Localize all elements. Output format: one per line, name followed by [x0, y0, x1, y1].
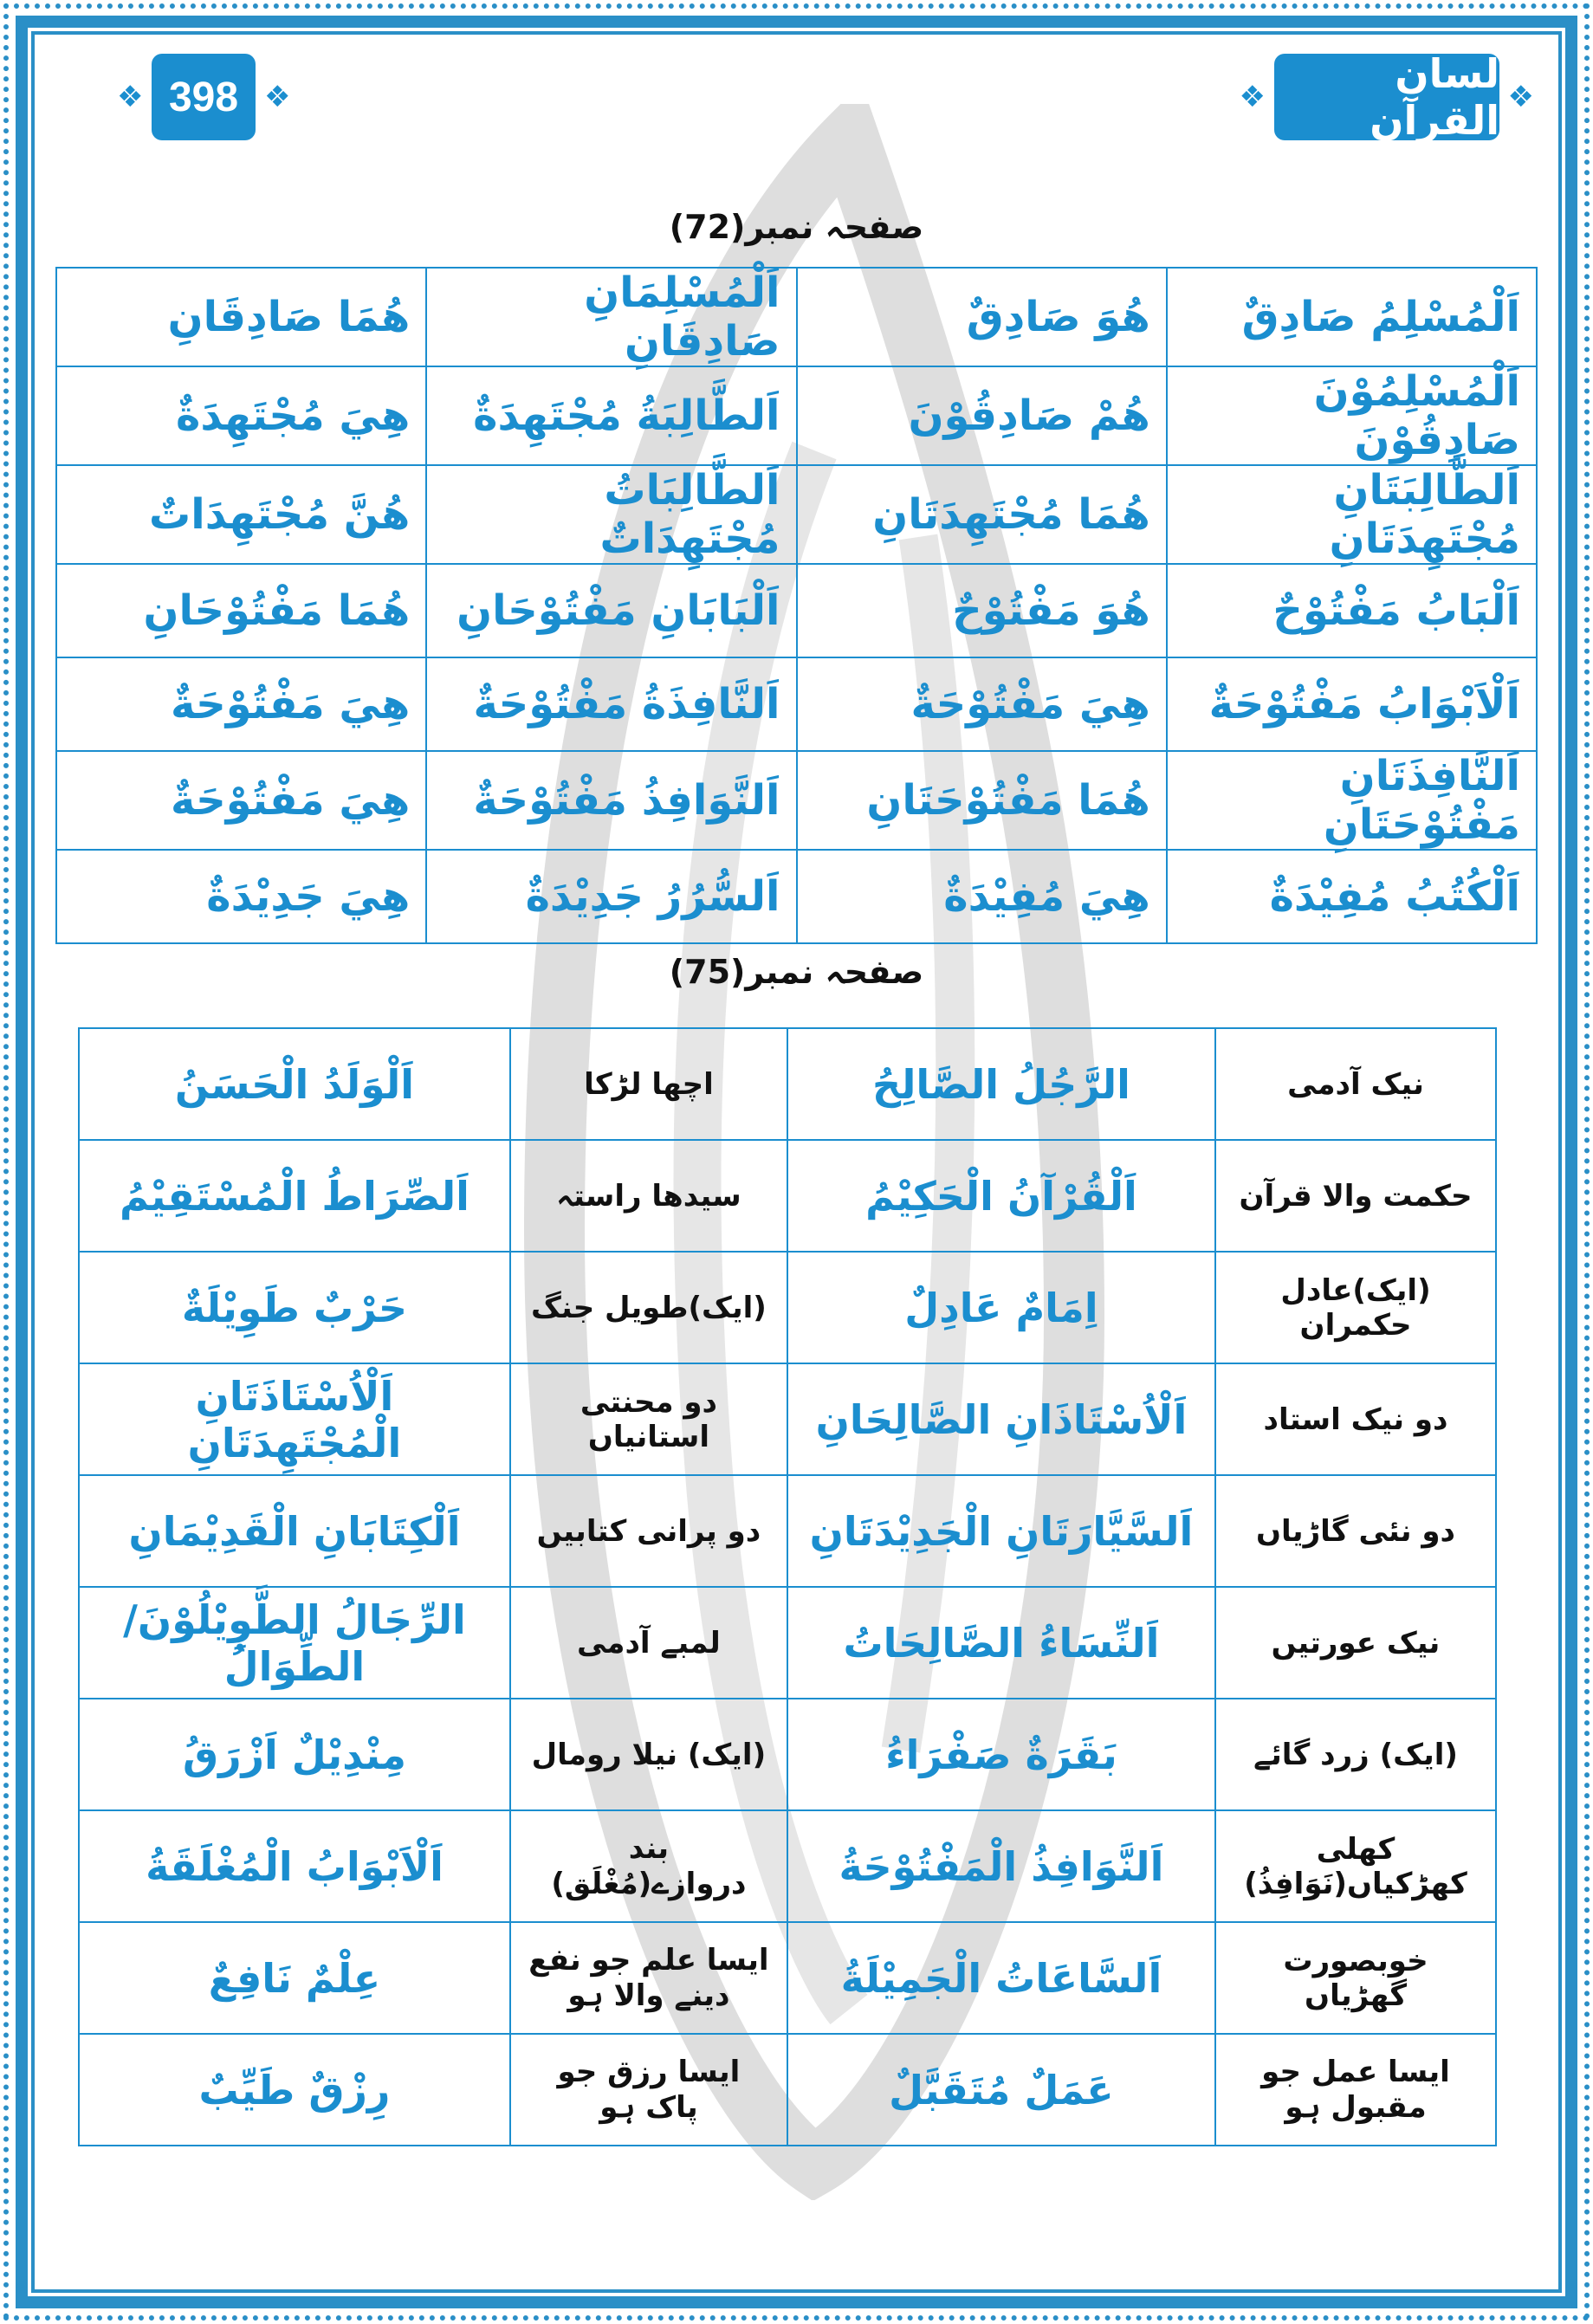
table-row: [79, 1587, 1496, 1699]
arabic-cell: بَقَرَةٌ صَفْرَاءُ: [787, 1699, 1215, 1810]
table-cell: اَلْبَابَانِ مَفْتُوْحَانِ: [426, 564, 796, 657]
urdu-cell: نیک عورتیں: [1215, 1587, 1496, 1699]
arabic-cell: الرَّجُلُ الصَّالِحُ: [787, 1028, 1215, 1140]
table-row: [79, 1363, 1496, 1475]
table-cell: هُوَ مَفْتُوْحٌ: [797, 564, 1167, 657]
table-cell: هِيَ مُجْتَهِدَةٌ: [56, 366, 426, 465]
urdu-cell: سیدھا راستہ: [510, 1140, 787, 1252]
arabic-cell: اَلنَّوَافِذُ الْمَفْتُوْحَةُ: [787, 1810, 1215, 1922]
table-row: [56, 465, 1537, 564]
table-row: [56, 657, 1537, 751]
table-cell: اَلْمُسْلِمُ صَادِقٌ: [1167, 268, 1537, 366]
arabic-cell: حَرْبٌ طَوِيْلَةٌ: [79, 1252, 510, 1363]
arabic-cell: اَلْاَبْوَابُ الْمُغْلَقَةُ: [79, 1810, 510, 1922]
urdu-cell: (ایک) زرد گائے: [1215, 1699, 1496, 1810]
table-cell: اَلْكُتُبُ مُفِيْدَةٌ: [1167, 850, 1537, 943]
urdu-cell: (ایک)طویل جنگ: [510, 1252, 787, 1363]
section-heading-75: صفحہ نمبر(75): [669, 953, 924, 991]
urdu-cell: (ایک) نیلا رومال: [510, 1699, 787, 1810]
table-cell: هُمَا مَفْتُوْحَتَانِ: [797, 751, 1167, 850]
arabic-cell: عَمَلٌ مُتَقَبَّلٌ: [787, 2034, 1215, 2146]
table-cell: هِيَ مَفْتُوْحَةٌ: [797, 657, 1167, 751]
table-cell: اَلْمُسْلِمَانِ صَادِقَانِ: [426, 268, 796, 366]
book-title: لسان القرآن: [1274, 54, 1499, 140]
urdu-cell: اچھا لڑکا: [510, 1028, 787, 1140]
table-row: [79, 1140, 1496, 1252]
table-cell: هُوَ صَادِقٌ: [797, 268, 1167, 366]
table-row: [79, 1699, 1496, 1810]
arabic-cell: اَلْقُرْآنُ الْحَكِيْمُ: [787, 1140, 1215, 1252]
table-row: [79, 1810, 1496, 1922]
arabic-cell: رِزْقٌ طَيِّبٌ: [79, 2034, 510, 2146]
arabic-cell: اَلْاُسْتَاذَانِ الصَّالِحَانِ: [787, 1363, 1215, 1475]
table-cell: اَلنَّافِذَةُ مَفْتُوْحَةٌ: [426, 657, 796, 751]
table-cell: هُمَا مُجْتَهِدَتَانِ: [797, 465, 1167, 564]
table-cell: هُمَا مَفْتُوْحَانِ: [56, 564, 426, 657]
ornament-right-icon: ❖: [1239, 80, 1266, 114]
table-row: [56, 366, 1537, 465]
urdu-cell: نیک آدمی: [1215, 1028, 1496, 1140]
arabic-cell: اَلسَّاعَاتُ الْجَمِيْلَةُ: [787, 1922, 1215, 2034]
table-cell: اَلطَّالِبَاتُ مُجْتَهِدَاتٌ: [426, 465, 796, 564]
arabic-cell: اَلْاُسْتَاذَتَانِ الْمُجْتَهِدَتَانِ: [79, 1363, 510, 1475]
arabic-cell: اَلنِّسَاءُ الصَّالِحَاتُ: [787, 1587, 1215, 1699]
table-cell: هِيَ مَفْتُوْحَةٌ: [56, 751, 426, 850]
table-cell: اَلطَّالِبَةُ مُجْتَهِدَةٌ: [426, 366, 796, 465]
table-row: [79, 1922, 1496, 2034]
urdu-cell: ایسا عمل جو مقبول ہو: [1215, 2034, 1496, 2146]
table-cell: اَلنَّافِذَتَانِ مَفْتُوْحَتَانِ: [1167, 751, 1537, 850]
urdu-cell: دو نئی گاڑیاں: [1215, 1475, 1496, 1587]
arabic-cell: عِلْمٌ نَافِعٌ: [79, 1922, 510, 2034]
table-cell: اَلنَّوَافِذُ مَفْتُوْحَةٌ: [426, 751, 796, 850]
urdu-cell: کھلی کھڑکیاں(نَوَافِذُ): [1215, 1810, 1496, 1922]
arabic-cell: اَلْكِتَابَانِ الْقَدِيْمَانِ: [79, 1475, 510, 1587]
urdu-cell: لمبے آدمی: [510, 1587, 787, 1699]
arabic-cell: اَلْوَلَدُ الْحَسَنُ: [79, 1028, 510, 1140]
table-page-72: [55, 267, 1538, 944]
urdu-cell: ایسا رزق جو پاک ہو: [510, 2034, 787, 2146]
arabic-cell: اَلسَّيَّارَتَانِ الْجَدِيْدَتَانِ: [787, 1475, 1215, 1587]
arabic-cell: الرِّجَالُ الطَّوِيْلُوْنَ/الطِّوَالُ: [79, 1587, 510, 1699]
arabic-cell: اِمَامٌ عَادِلٌ: [787, 1252, 1215, 1363]
table-row: [79, 1028, 1496, 1140]
ornament-left-icon: ❖: [264, 80, 291, 114]
table-row: [56, 268, 1537, 366]
section-heading-72: صفحہ نمبر(72): [669, 208, 924, 246]
urdu-cell: خوبصورت گھڑیاں: [1215, 1922, 1496, 2034]
ornament-left-icon: ❖: [117, 80, 144, 114]
table-row: [56, 564, 1537, 657]
table-row: [79, 2034, 1496, 2146]
table-cell: هُنَّ مُجْتَهِدَاتٌ: [56, 465, 426, 564]
table-cell: اَلْاَبْوَابُ مَفْتُوْحَةٌ: [1167, 657, 1537, 751]
table-cell: اَلطَّالِبَتَانِ مُجْتَهِدَتَانِ: [1167, 465, 1537, 564]
page-number: 398: [152, 54, 256, 140]
urdu-cell: حکمت والا قرآن: [1215, 1140, 1496, 1252]
table-row: [79, 1252, 1496, 1363]
table-cell: هِيَ مَفْتُوْحَةٌ: [56, 657, 426, 751]
table-row: [79, 1475, 1496, 1587]
table-cell: اَلْمُسْلِمُوْنَ صَادِقُوْنَ: [1167, 366, 1537, 465]
urdu-cell: بند دروازے(مُغْلَق): [510, 1810, 787, 1922]
table-row: [56, 850, 1537, 943]
urdu-cell: ایسا علم جو نفع دینے والا ہو: [510, 1922, 787, 2034]
arabic-cell: اَلصِّرَاطُ الْمُسْتَقِيْمُ: [79, 1140, 510, 1252]
table-cell: هِيَ جَدِيْدَةٌ: [56, 850, 426, 943]
urdu-cell: دو محنتی استانیاں: [510, 1363, 787, 1475]
table-cell: هُمْ صَادِقُوْنَ: [797, 366, 1167, 465]
table-cell: اَلْبَابُ مَفْتُوْحٌ: [1167, 564, 1537, 657]
table-page-75: [78, 1027, 1497, 2146]
table-row: [56, 751, 1537, 850]
ornament-right-icon: ❖: [1507, 80, 1534, 114]
urdu-cell: دو نیک استاد: [1215, 1363, 1496, 1475]
urdu-cell: دو پرانی کتابیں: [510, 1475, 787, 1587]
table-cell: اَلسُّرُرُ جَدِيْدَةٌ: [426, 850, 796, 943]
table-cell: هِيَ مُفِيْدَةٌ: [797, 850, 1167, 943]
table-cell: هُمَا صَادِقَانِ: [56, 268, 426, 366]
arabic-cell: مِنْدِيْلٌ اَزْرَقُ: [79, 1699, 510, 1810]
urdu-cell: (ایک)عادل حکمران: [1215, 1252, 1496, 1363]
